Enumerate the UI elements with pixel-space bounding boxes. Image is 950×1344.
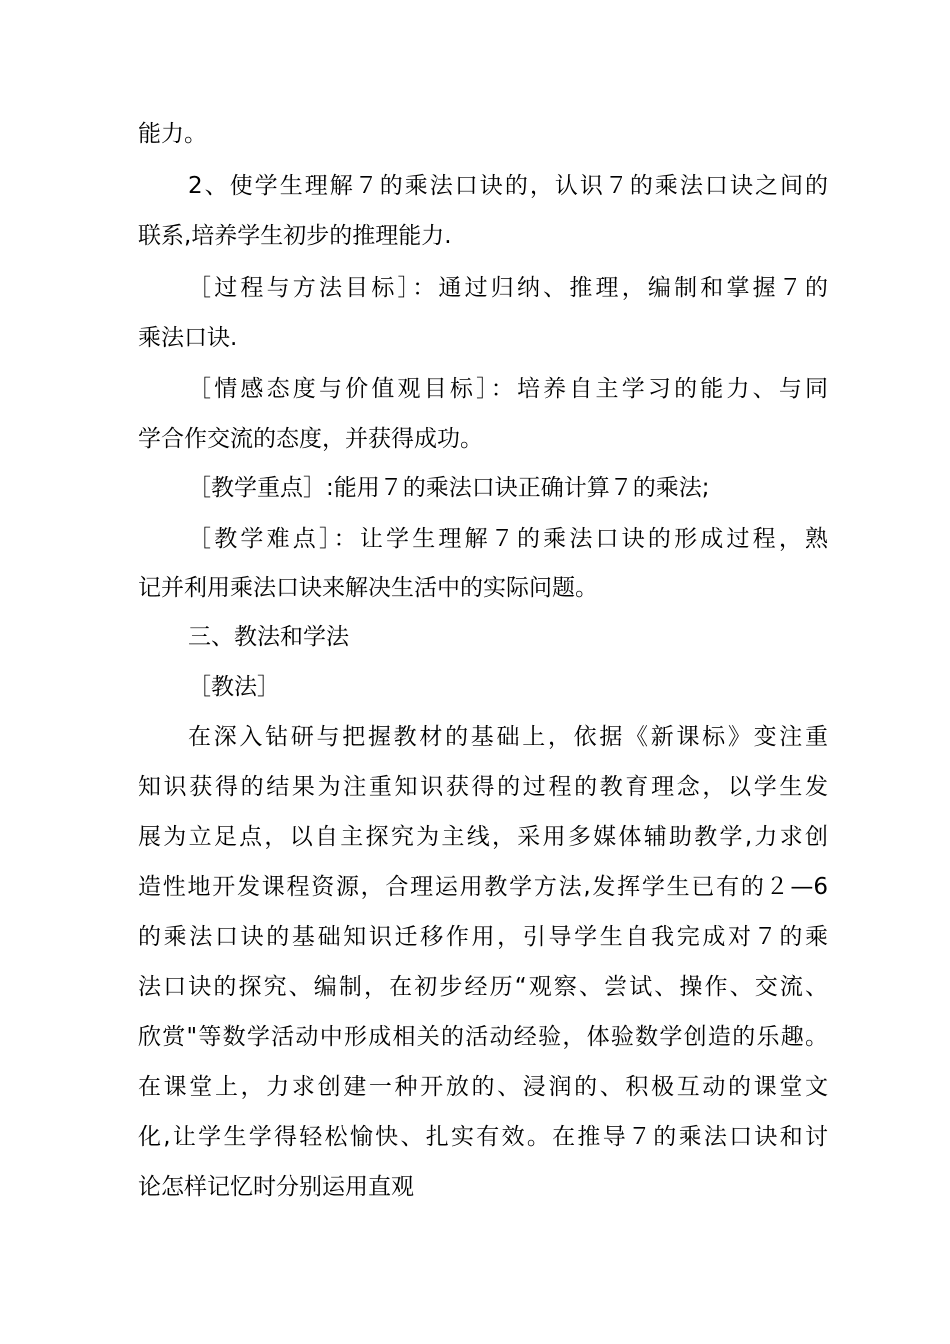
text-line-17: 的乘法口诀的基础知识迁移作用，引导学生自我完成对７的乘 xyxy=(138,924,828,950)
text-line-19: 欣赏"等数学活动中形成相关的活动经验，体验数学创造的乐趣。 xyxy=(138,1024,828,1050)
text-line-2: 2、使学生理解７的乘法口诀的，认识７的乘法口诀之间的 xyxy=(188,173,828,199)
text-line-3: 联系,培养学生初步的推理能力. xyxy=(138,223,452,249)
text-line-16: 造性地开发课程资源，合理运用教学方法,发挥学生已有的２—6 xyxy=(138,874,828,900)
text-line-15: 展为立足点，以自主探究为主线，采用多媒体辅助教学,力求创 xyxy=(138,824,828,850)
text-line-9: ［教学难点］：让学生理解７的乘法口诀的形成过程，熟 xyxy=(188,526,828,552)
text-line-5: 乘法口诀. xyxy=(138,325,238,351)
text-line-18: 法口诀的探究、编制，在初步经历“观察、尝试、操作、交流、 xyxy=(138,974,828,1000)
text-line-20: 在课堂上，力求创建一种开放的、浸润的、积极互动的课堂文 xyxy=(138,1074,828,1100)
text-line-7: 学合作交流的态度，并获得成功。 xyxy=(138,426,483,452)
text-line-1: 能力。 xyxy=(138,121,207,147)
section-heading: 三、教法和学法 xyxy=(188,624,349,650)
subsection-heading: ［教法］ xyxy=(188,674,280,700)
text-line-8: ［教学重点］:能用７的乘法口诀正确计算７的乘法; xyxy=(188,475,710,501)
text-line-14: 知识获得的结果为注重知识获得的过程的教育理念，以学生发 xyxy=(138,774,828,800)
text-line-22: 论怎样记忆时分别运用直观 xyxy=(138,1174,414,1200)
text-line-21: 化,让学生学得轻松愉快、扎实有效。在推导７的乘法口诀和讨 xyxy=(138,1124,828,1150)
text-line-13: 在深入钻研与把握教材的基础上，依据《新课标》变注重 xyxy=(188,724,828,750)
text-line-6: ［情感态度与价值观目标］：培养自主学习的能力、与同 xyxy=(188,376,828,402)
text-line-4: ［过程与方法目标］：通过归纳、推理，编制和掌握７的 xyxy=(188,275,828,301)
text-line-10: 记并利用乘法口诀来解决生活中的实际问题。 xyxy=(138,575,598,601)
